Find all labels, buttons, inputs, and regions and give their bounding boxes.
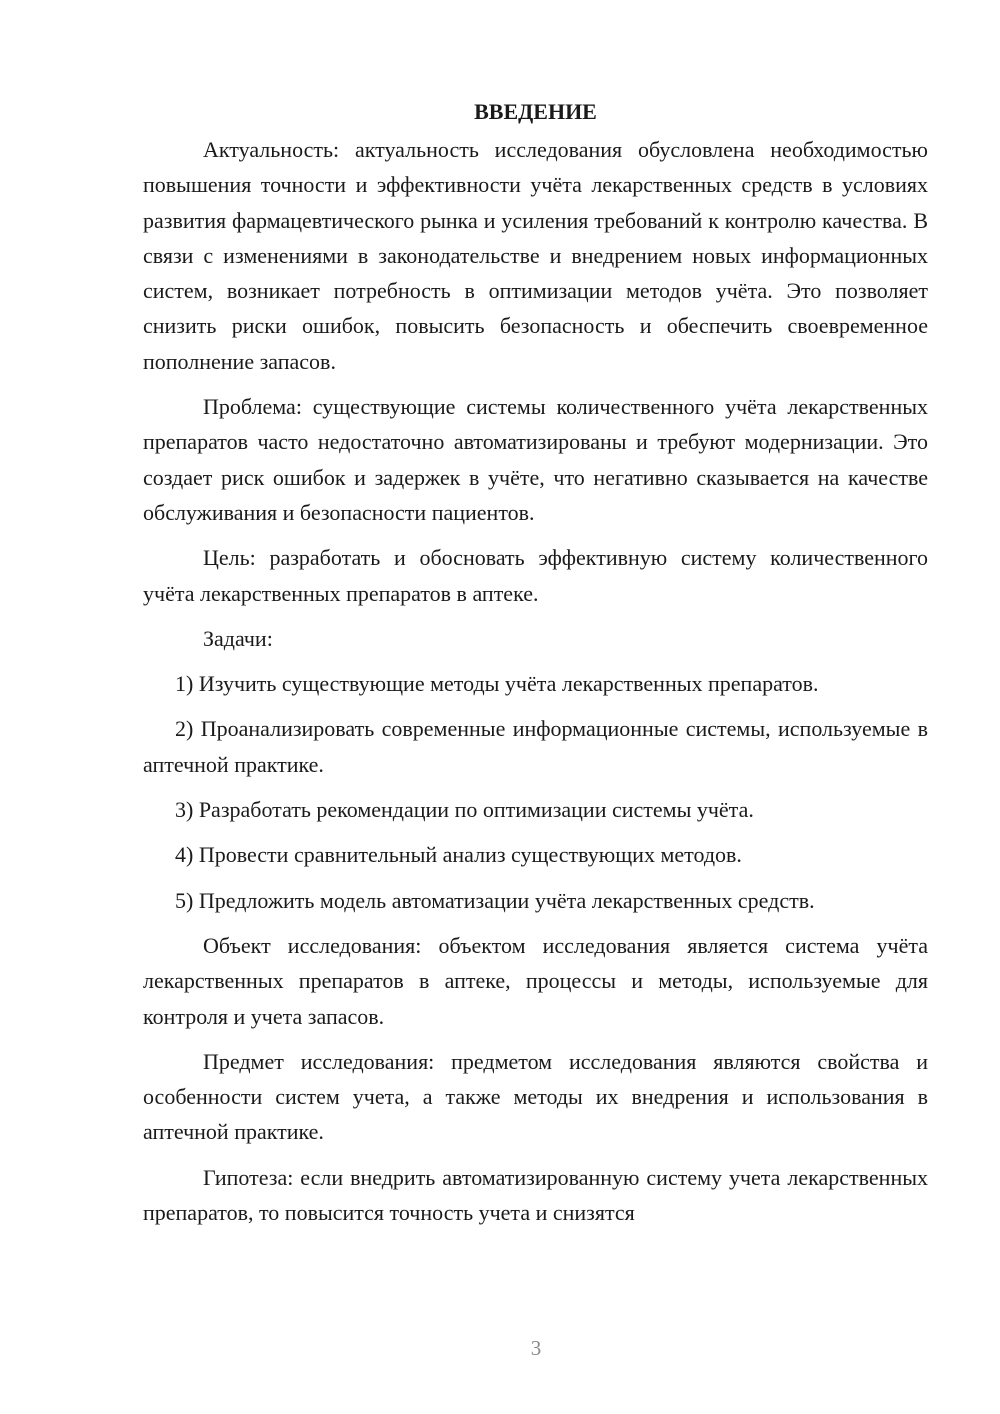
page-content bbox=[143, 92, 928, 1240]
paragraph-tasks-heading: Задачи: bbox=[203, 625, 273, 651]
task-item-4: 4) Провести сравнительный анализ существующих методов. bbox=[175, 842, 742, 868]
paragraph-subject: Предмет исследования: предметом исследования являются свойства и особенности систем учета, а также методы их внедрения и использования в аптечной практике. bbox=[143, 1048, 928, 1145]
task-item-5: 5) Предложить модель автоматизации учёта лекарственных средств. bbox=[175, 887, 815, 913]
task-item-3: 3) Разработать рекомендации по оптимизации системы учёта. bbox=[175, 797, 754, 823]
paragraph-relevance: Актуальность: актуальность исследования обусловлена необходимостью повышения точности и эффективности учёта лекарственных средств в условиях развития фармацевтического рынка и усиления требований к контролю качества. В связи с изменениями в законодательстве и внедрением новых информационных систем, возникает потребность в оптимизации методов учёта. Это позволяет снизить риски ошибок, повысить безопасность и обеспечить своевременное пополнение запасов. bbox=[143, 137, 928, 374]
paragraph-problem: Проблема: существующие системы количественного учёта лекарственных препаратов часто недостаточно автоматизированы и требуют модернизации. Это создает риск ошибок и задержек в учёте, что негативно сказывается на качестве обслуживания и безопасности пациентов. bbox=[143, 394, 928, 525]
page-number: 3 bbox=[530, 1336, 542, 1360]
paragraph-object: Объект исследования: объектом исследования является система учёта лекарственных препаратов в аптеке, процессы и методы, используемые для контроля и учета запасов. bbox=[143, 932, 928, 1029]
task-item-1: 1) Изучить существующие методы учёта лекарственных препаратов. bbox=[175, 671, 819, 697]
paragraph-goal: Цель: разработать и обосновать эффективную систему количественного учёта лекарственных препаратов в аптеке. bbox=[143, 545, 928, 606]
paragraph-hypothesis: Гипотеза: если внедрить автоматизированную систему учета лекарственных препаратов, то повысится точность учета и снизятся bbox=[143, 1164, 928, 1226]
page-title: ВВЕДЕНИЕ bbox=[474, 99, 597, 124]
task-item-2: 2) Проанализировать современные информационные системы, используемые в аптечной практике. bbox=[143, 716, 928, 777]
